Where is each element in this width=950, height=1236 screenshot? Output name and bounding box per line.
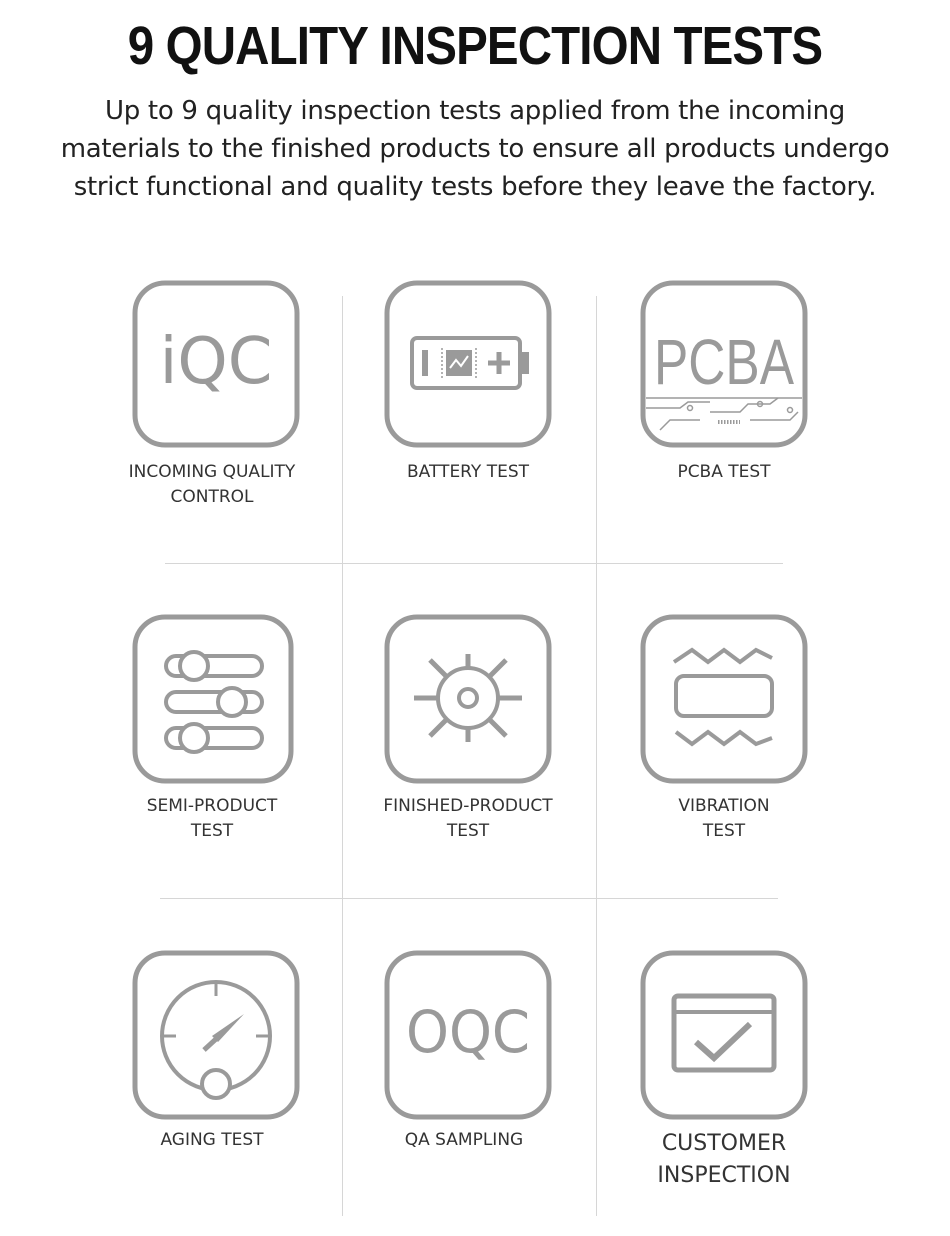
grid-divider-vertical xyxy=(342,296,343,1216)
test-label-incoming-quality: INCOMING QUALITY CONTROL xyxy=(128,462,296,507)
sliders-icon xyxy=(132,614,300,782)
subtitle-line: Up to 9 quality inspection tests applied from the incoming xyxy=(105,96,845,126)
iqc-icon-text: iQC xyxy=(159,325,273,399)
vibration-icon xyxy=(640,614,808,782)
pcba-icon xyxy=(640,280,808,448)
page-title: 9 QUALITY INSPECTION TESTS xyxy=(127,16,823,76)
test-label-qa-sampling: QA SAMPLING xyxy=(404,1130,524,1150)
sun-gear-icon xyxy=(384,614,552,782)
pcba-icon-text: PCBA xyxy=(654,326,795,398)
subtitle-line: materials to the finished products to ensure all products undergo xyxy=(60,134,890,164)
grid-divider-vertical xyxy=(596,296,597,1216)
gauge-icon xyxy=(132,950,300,1118)
grid-divider-horizontal xyxy=(165,563,783,564)
oqc-icon-text: OQC xyxy=(406,998,530,1066)
iqc-icon xyxy=(132,280,300,448)
test-label-customer-inspection: CUSTOMER INSPECTION xyxy=(657,1131,791,1188)
test-label-finished-product: FINISHED-PRODUCT TEST xyxy=(383,796,553,841)
test-label-battery: BATTERY TEST xyxy=(407,462,529,482)
battery-icon xyxy=(384,280,552,448)
checkbox-window-icon xyxy=(640,950,808,1118)
test-label-pcba: PCBA TEST xyxy=(677,462,771,482)
oqc-icon xyxy=(384,950,552,1118)
grid-divider-horizontal xyxy=(160,898,778,899)
subtitle-line: strict functional and quality tests before they leave the factory. xyxy=(73,172,877,202)
test-label-aging: AGING TEST xyxy=(160,1130,264,1150)
test-label-semi-product: SEMI-PRODUCT TEST xyxy=(146,796,278,841)
page-subtitle xyxy=(40,92,910,206)
test-label-vibration: VIBRATION TEST xyxy=(678,796,770,841)
